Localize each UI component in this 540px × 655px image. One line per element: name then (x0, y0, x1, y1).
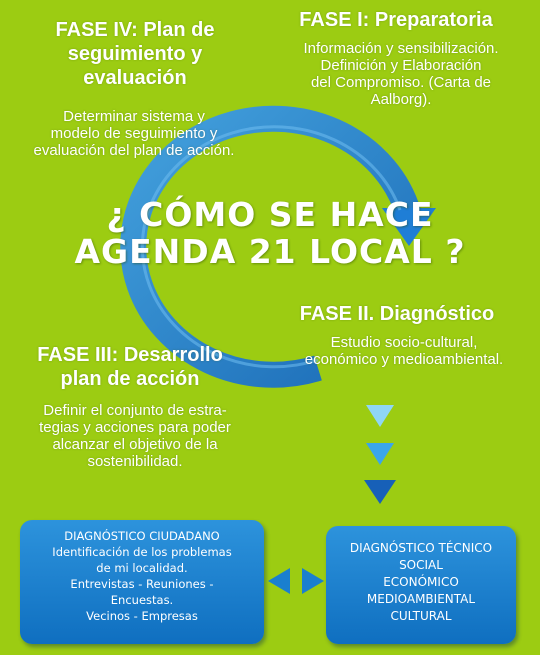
phase-2-desc-line: Estudio socio-cultural, (330, 334, 478, 351)
phase-3-desc-line: alcanzar el objetivo de la (52, 436, 218, 453)
phase-3-desc-line: Definir el conjunto de estra- (43, 402, 227, 419)
phase-4-title (20, 18, 250, 90)
phase-4-title-line: FASE IV: Plan de (55, 19, 215, 41)
phase-4-title-line: seguimiento y (67, 43, 203, 65)
phase-1-desc-line: del Compromiso. (Carta de (310, 74, 492, 91)
phase-3-title (4, 343, 256, 391)
phase-3-desc-line: sostenibilidad. (87, 453, 183, 470)
phase-2-title: FASE II. Diagnóstico (299, 303, 495, 325)
phase-1-title: FASE I: Preparatoria (299, 9, 493, 31)
box-title: DIAGNÓSTICO TÉCNICO (349, 541, 493, 555)
phase-1-desc-line: Información y sensibilización. (303, 40, 499, 57)
phase-1-description (266, 40, 536, 108)
box-title: DIAGNÓSTICO CIUDADANO (64, 529, 220, 543)
box-line: SOCIAL (399, 558, 443, 572)
headline-line-1: ¿ CÓMO SE HACE (106, 195, 434, 234)
phase-4-description (0, 108, 268, 159)
phase-3-title-line: FASE III: Desarrollo (37, 344, 223, 366)
phase-4-title-line: evaluación (83, 67, 187, 89)
arrow-right-icon (302, 568, 324, 594)
phase-1-desc-line: Aalborg). (370, 91, 432, 108)
diagnostico-tecnico-box (326, 526, 516, 644)
triangle-down-icon (364, 480, 396, 504)
diagnostico-ciudadano-box (20, 520, 264, 644)
phase-4-desc-line: modelo de seguimiento y (50, 125, 218, 142)
box-line: de mi localidad. (96, 561, 188, 575)
phase-2-desc-line: económico y medioambiental. (304, 351, 504, 368)
box-line: MEDIOAMBIENTAL (366, 592, 476, 606)
phase-2-description (272, 334, 536, 368)
triangle-down-icon (366, 405, 394, 427)
arrow-left-icon (268, 568, 290, 594)
phase-4-desc-line: Determinar sistema y (63, 108, 205, 125)
box-line: Identificación de los problemas (52, 545, 232, 559)
phase-3-title-line: plan de acción (60, 368, 200, 390)
headline-line-2: AGENDA 21 LOCAL ? (74, 232, 466, 271)
phase-3-description (4, 402, 266, 470)
phase-4-desc-line: evaluación del plan de acción. (33, 142, 235, 159)
box-line: CULTURAL (390, 609, 452, 623)
box-line: ECONÓMICO (383, 575, 459, 589)
box-line: Encuestas. (110, 593, 174, 607)
box-line: Entrevistas - Reuniones - (70, 577, 214, 591)
triangle-down-icon (366, 443, 394, 465)
headline (0, 196, 540, 270)
box-line: Vecinos - Empresas (86, 609, 198, 623)
phase-1-desc-line: Definición y Elaboración (320, 57, 482, 74)
double-arrow-icon (268, 568, 326, 594)
phase-3-desc-line: tegias y acciones para poder (39, 419, 231, 436)
